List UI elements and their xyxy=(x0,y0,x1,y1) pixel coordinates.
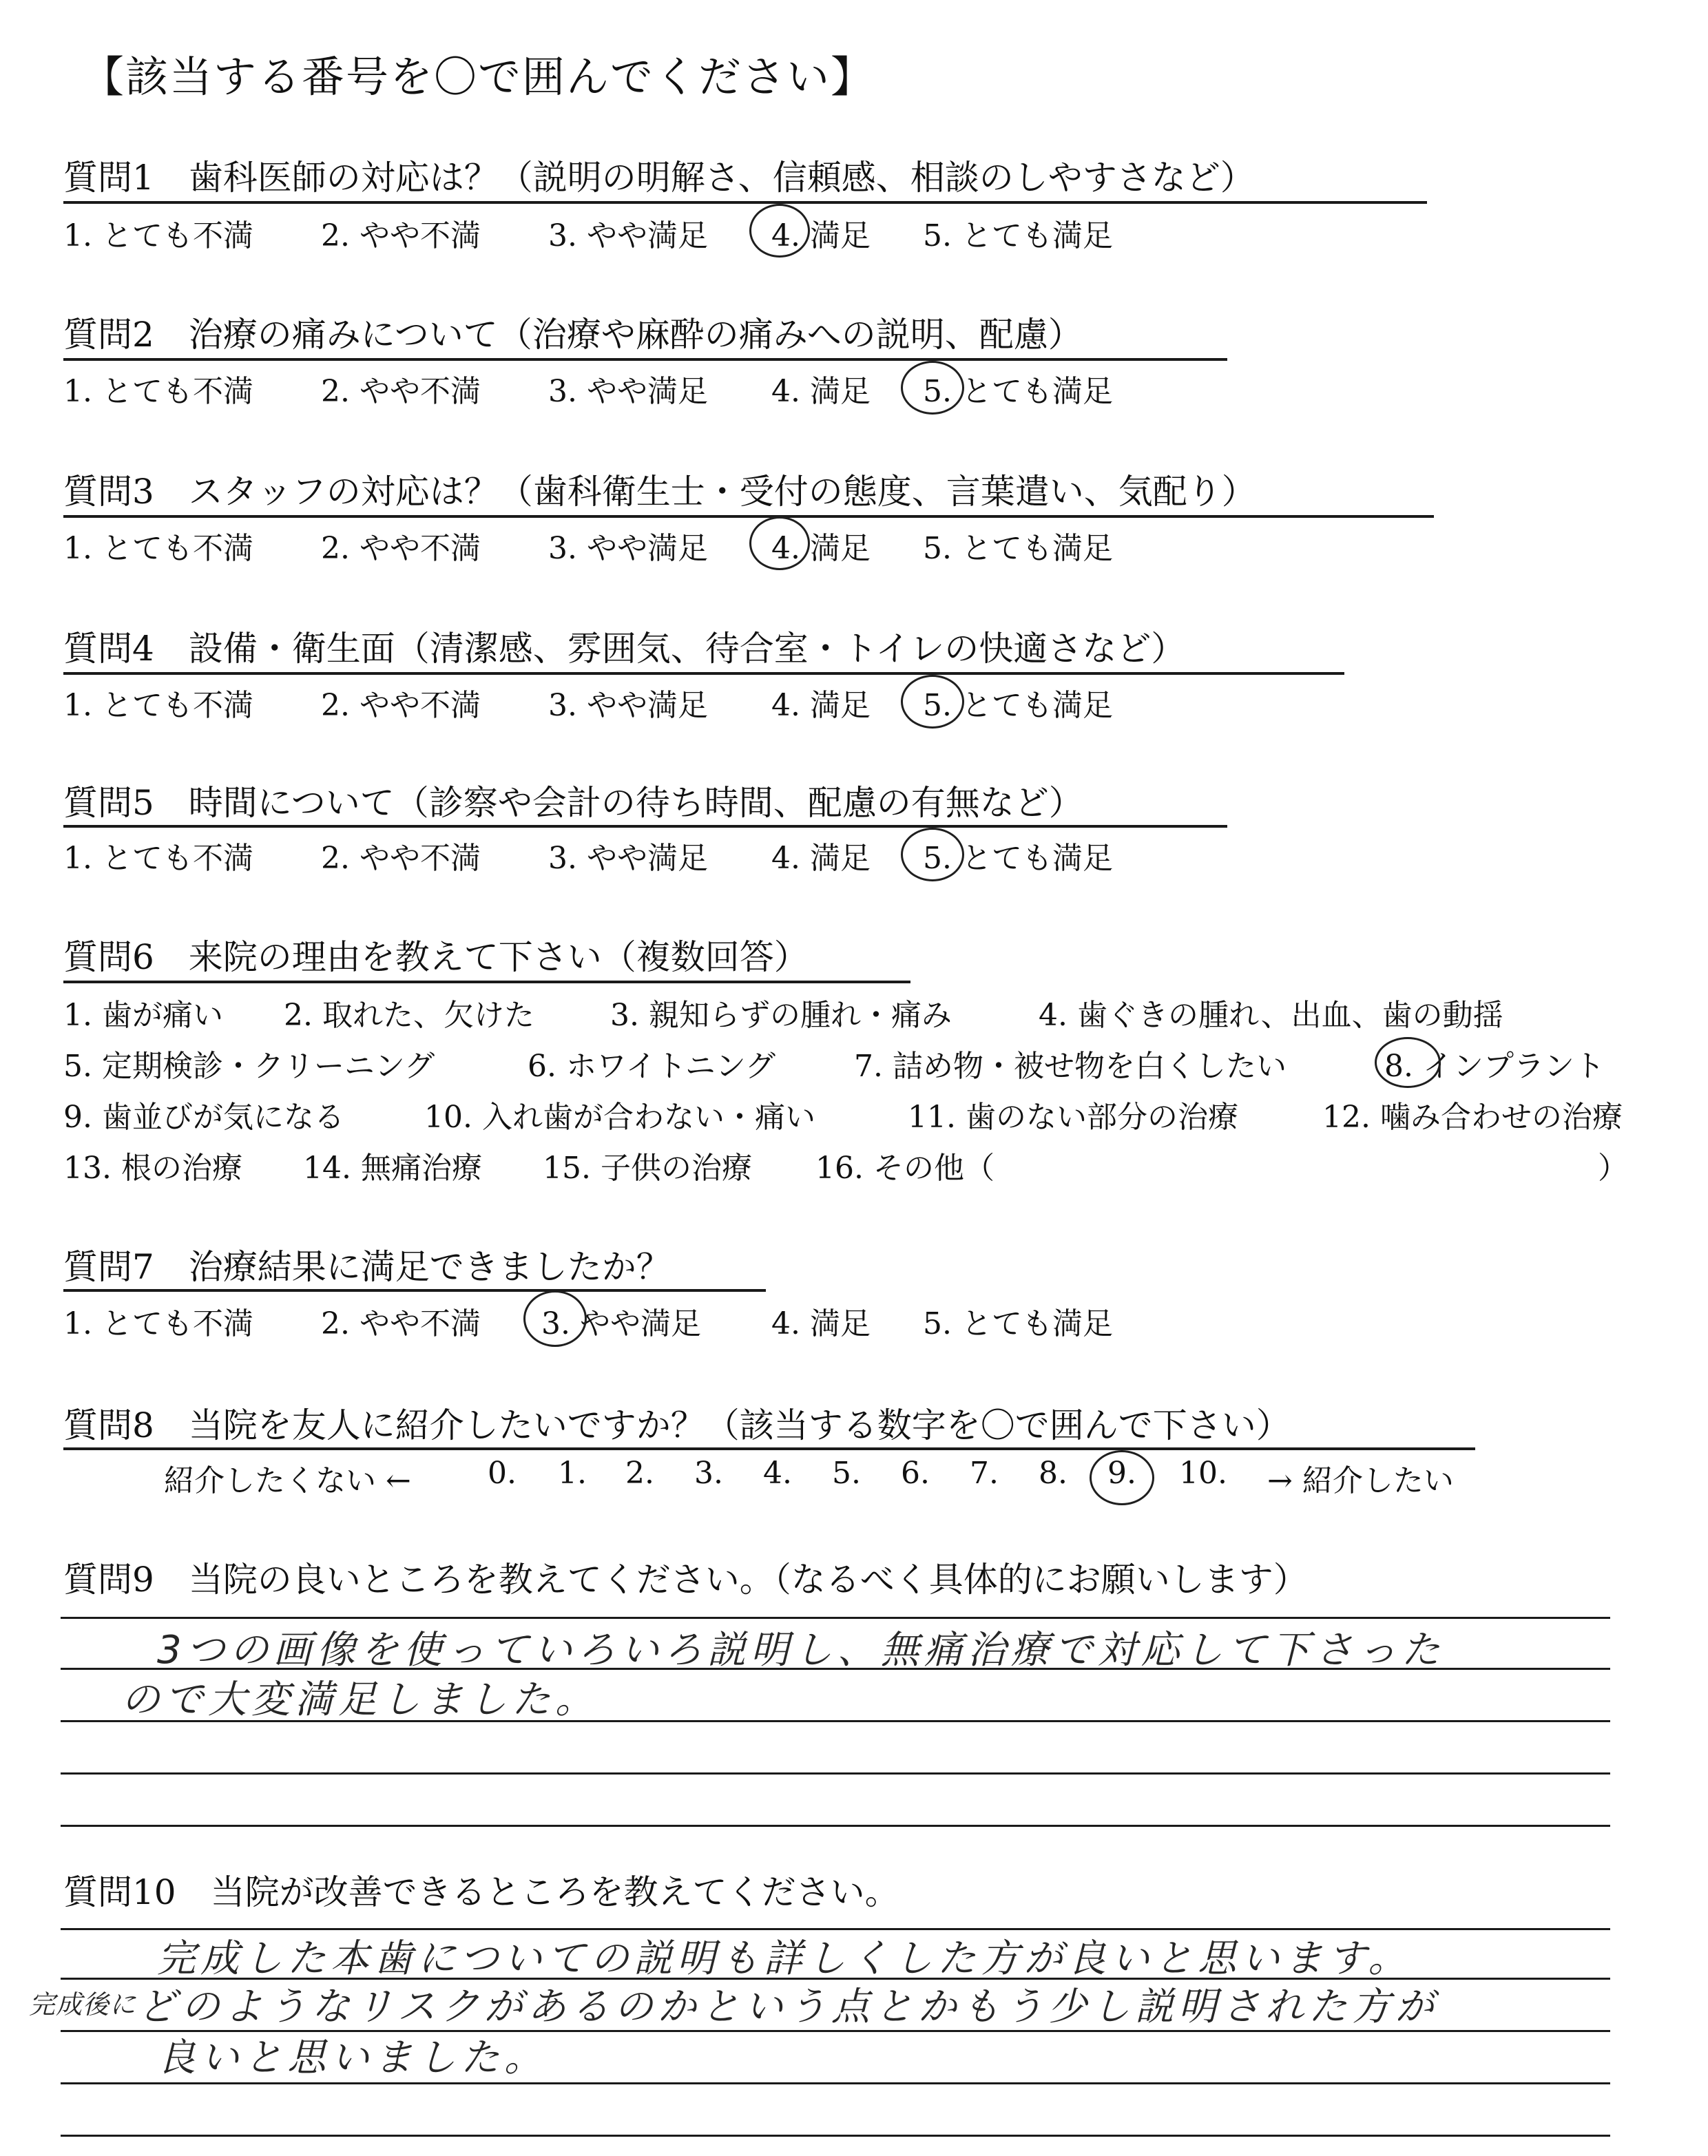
q8-scale-0[interactable]: 0. xyxy=(488,1456,517,1491)
question-5-underline xyxy=(63,825,1227,828)
q2-option-5[interactable]: 5. とても満足 xyxy=(923,374,1113,409)
q1-option-1[interactable]: 1. とても不満 xyxy=(63,218,253,253)
q3-option-1[interactable]: 1. とても不満 xyxy=(63,531,253,566)
q5-option-1[interactable]: 1. とても不満 xyxy=(63,841,253,876)
q8-scale-3[interactable]: 3. xyxy=(694,1456,723,1491)
question-8-title: 質問8 当院を友人に紹介したいですか？（該当する数字を〇で囲んで下さい） xyxy=(63,1405,1291,1445)
q6-option-15[interactable]: 15. 子供の治療 xyxy=(543,1151,752,1186)
q6-option-9[interactable]: 9. 歯並びが気になる xyxy=(63,1100,344,1135)
question-6-title: 質問6 来院の理由を教えて下さい（複数回答） xyxy=(63,937,809,977)
question-8-underline xyxy=(63,1447,1475,1450)
q3-option-3[interactable]: 3. やや満足 xyxy=(548,531,708,566)
q8-scale-5[interactable]: 5. xyxy=(832,1456,861,1491)
q7-option-2[interactable]: 2. やや不満 xyxy=(321,1306,481,1341)
q8-scale-2[interactable]: 2. xyxy=(625,1456,654,1491)
question-2-underline xyxy=(63,358,1227,361)
q1-option-2[interactable]: 2. やや不満 xyxy=(321,218,481,253)
q6-option-10[interactable]: 10. 入れ歯が合わない・痛い xyxy=(424,1100,815,1135)
q7-option-5[interactable]: 5. とても満足 xyxy=(923,1306,1113,1341)
q6-option-6[interactable]: 6. ホワイトニング xyxy=(528,1049,776,1084)
question-1-underline xyxy=(63,201,1427,204)
q2-option-2[interactable]: 2. やや不満 xyxy=(321,374,481,409)
q8-scale-6[interactable]: 6. xyxy=(901,1456,930,1491)
q3-option-5[interactable]: 5. とても満足 xyxy=(923,531,1113,566)
q10-answer-line-2[interactable]: どのようなリスクがあるのかという点とかもう少し説明された方が xyxy=(138,1985,1439,2029)
q1-option-3[interactable]: 3. やや満足 xyxy=(548,218,708,253)
q6-option-7[interactable]: 7. 詰め物・被せ物を白くしたい xyxy=(854,1049,1287,1084)
q9-writing-line-5 xyxy=(61,1825,1610,1827)
q2-selected-circle xyxy=(901,361,964,415)
q1-selected-circle xyxy=(749,204,810,258)
q2-option-4[interactable]: 4. 満足 xyxy=(771,374,871,409)
question-2-title: 質問2 治療の痛みについて（治療や麻酔の痛みへの説明、配慮） xyxy=(63,315,1083,355)
q8-scale-1[interactable]: 1. xyxy=(558,1456,587,1491)
q3-option-2[interactable]: 2. やや不満 xyxy=(321,531,481,566)
q9-writing-line-1 xyxy=(61,1617,1610,1619)
q10-writing-line-5 xyxy=(61,2135,1610,2137)
q4-option-2[interactable]: 2. やや不満 xyxy=(321,688,481,723)
q8-scale-9[interactable]: 9. xyxy=(1107,1456,1136,1491)
q10-answer-margin-note: 完成後に xyxy=(29,1989,137,2020)
q4-selected-circle xyxy=(901,675,964,729)
question-9-title: 質問9 当院の良いところを教えてください。（なるべく具体的にお願いします） xyxy=(63,1560,1308,1600)
q5-option-3[interactable]: 3. やや満足 xyxy=(548,841,708,876)
q6-option-14[interactable]: 14. 無痛治療 xyxy=(303,1151,482,1186)
q6-option-8[interactable]: 8. インプラント xyxy=(1384,1049,1605,1084)
question-1-title: 質問1 歯科医師の対応は？（説明の明解さ、信頼感、相談のしやすさなど） xyxy=(63,158,1255,198)
q1-option-5[interactable]: 5. とても満足 xyxy=(923,218,1113,253)
question-4-title: 質問4 設備・衛生面（清潔感、雰囲気、待合室・トイレの快適さなど） xyxy=(63,629,1186,669)
q6-option-16[interactable]: 16. その他（ xyxy=(815,1151,994,1186)
q8-left-label: 紹介したくない ← xyxy=(164,1463,411,1498)
q6-option-11[interactable]: 11. 歯のない部分の治療 xyxy=(908,1100,1238,1135)
question-4-underline xyxy=(63,672,1344,675)
q2-option-3[interactable]: 3. やや満足 xyxy=(548,374,708,409)
q7-option-3[interactable]: 3. やや満足 xyxy=(541,1306,701,1341)
q6-option-1[interactable]: 1. 歯が痛い xyxy=(63,998,223,1033)
q5-selected-circle xyxy=(901,828,964,881)
question-5-title: 質問5 時間について（診察や会計の待ち時間、配慮の有無など） xyxy=(63,783,1083,823)
q7-option-1[interactable]: 1. とても不満 xyxy=(63,1306,253,1341)
q6-option-2[interactable]: 2. 取れた、欠けた xyxy=(284,998,534,1033)
q10-answer-line-1[interactable]: 完成した本歯についての説明も詳しくした方が良いと思います。 xyxy=(157,1936,1412,1981)
q9-answer-line-1[interactable]: 3つの画像を使っていろいろ説明し、無痛治療で対応して下さった xyxy=(157,1628,1445,1673)
q8-scale-8[interactable]: 8. xyxy=(1039,1456,1068,1491)
q7-option-4[interactable]: 4. 満足 xyxy=(771,1306,871,1341)
q6-option-4[interactable]: 4. 歯ぐきの腫れ、出血、歯の動揺 xyxy=(1039,998,1503,1033)
q8-selected-circle xyxy=(1090,1450,1154,1505)
q8-right-label: → 紹介したい xyxy=(1267,1463,1454,1498)
q6-other-close-paren: ） xyxy=(1598,1151,1628,1186)
q9-writing-line-4 xyxy=(61,1772,1610,1775)
question-3-title: 質問3 スタッフの対応は？（歯科衛生士・受付の態度、言葉遣い、気配り） xyxy=(63,472,1256,512)
q3-option-4[interactable]: 4. 満足 xyxy=(771,531,871,566)
question-6-underline xyxy=(63,981,910,983)
q6-option-5[interactable]: 5. 定期検診・クリーニング xyxy=(63,1049,435,1084)
q1-option-4[interactable]: 4. 満足 xyxy=(771,218,871,253)
q8-scale-4[interactable]: 4. xyxy=(763,1456,792,1491)
q5-option-2[interactable]: 2. やや不満 xyxy=(321,841,481,876)
q10-answer-line-3[interactable]: 良いと思いました。 xyxy=(157,2035,548,2080)
q3-selected-circle xyxy=(749,516,810,570)
q6-selected-circle xyxy=(1375,1037,1441,1088)
q4-option-3[interactable]: 3. やや満足 xyxy=(548,688,708,723)
q4-option-5[interactable]: 5. とても満足 xyxy=(923,688,1113,723)
q8-scale-10[interactable]: 10. xyxy=(1179,1456,1227,1491)
q10-writing-line-4 xyxy=(61,2082,1610,2084)
q5-option-5[interactable]: 5. とても満足 xyxy=(923,841,1113,876)
question-7-title: 質問7 治療結果に満足できましたか？ xyxy=(63,1247,671,1287)
q6-option-3[interactable]: 3. 親知らずの腫れ・痛み xyxy=(610,998,952,1033)
question-7-underline xyxy=(63,1289,766,1292)
question-3-underline xyxy=(63,515,1434,518)
question-10-title: 質問10 当院が改善できるところを教えてください。 xyxy=(63,1872,899,1912)
q4-option-1[interactable]: 1. とても不満 xyxy=(63,688,253,723)
q4-option-4[interactable]: 4. 満足 xyxy=(771,688,871,723)
q8-scale-7[interactable]: 7. xyxy=(970,1456,999,1491)
q6-option-13[interactable]: 13. 根の治療 xyxy=(63,1151,242,1186)
q5-option-4[interactable]: 4. 満足 xyxy=(771,841,871,876)
q7-selected-circle xyxy=(523,1290,587,1347)
q2-option-1[interactable]: 1. とても不満 xyxy=(63,374,253,409)
q6-option-12[interactable]: 12. 噛み合わせの治療 xyxy=(1322,1100,1623,1135)
page-heading: 【該当する番号を〇で囲んでください】 xyxy=(81,52,875,102)
q9-answer-line-2[interactable]: ので大変満足しました。 xyxy=(121,1677,598,1722)
